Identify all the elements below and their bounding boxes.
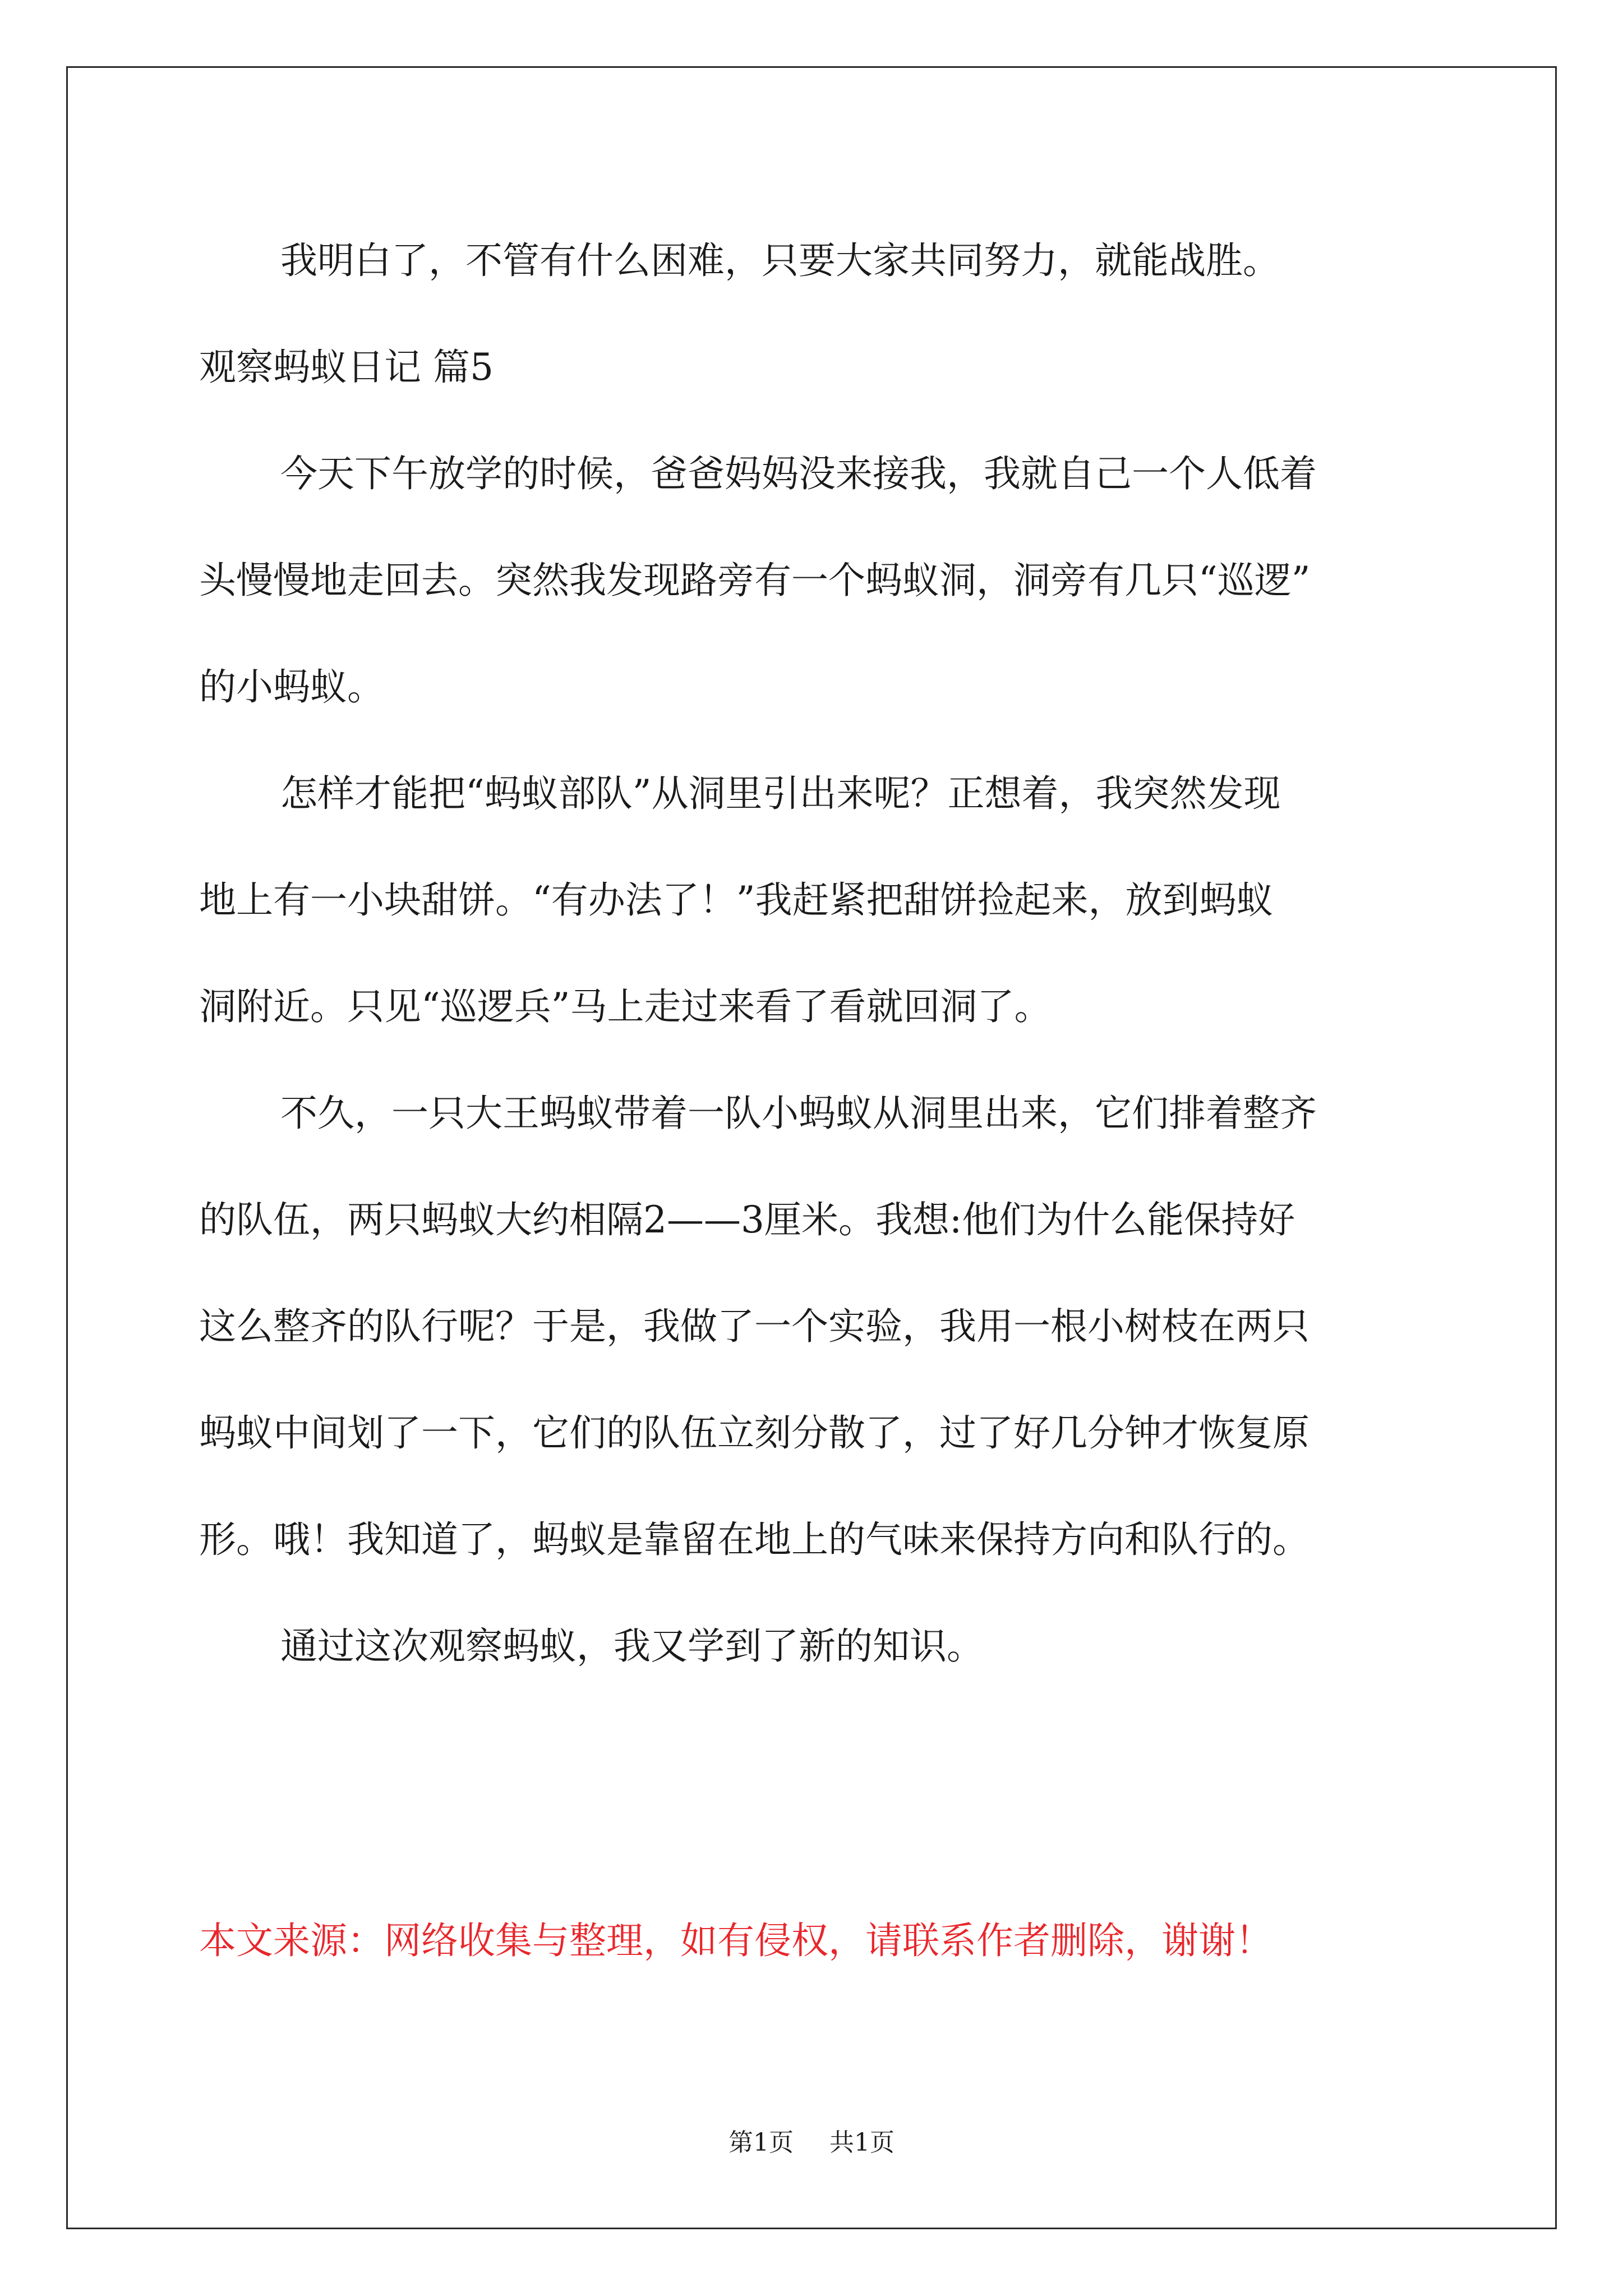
paragraph-line: 通过这次观察蚂蚁，我又学到了新的知识。 [280,1625,984,1668]
paragraph-line: 的小蚂蚁。 [199,665,384,708]
paragraph-line: 不久，一只大王蚂蚁带着一队小蚂蚁从洞里出来，它们排着整齐 [280,1092,1317,1135]
source-disclaimer: 本文来源：网络收集与整理，如有侵权，请联系作者删除，谢谢！ [199,1919,1272,1962]
paragraph-line: 这么整齐的队行呢？于是，我做了一个实验，我用一根小树枝在两只 [199,1305,1310,1348]
paragraph-line: 我明白了，不管有什么困难，只要大家共同努力，就能战胜。 [280,239,1280,282]
section-heading: 观察蚂蚁日记 篇5 [199,346,494,389]
document-body [199,208,1433,1700]
paragraph-line: 地上有一小块甜饼。“有办法了！”我赶紧把甜饼捡起来，放到蚂蚁 [199,878,1274,922]
paragraph-line: 今天下午放学的时候，爸爸妈妈没来接我，我就自己一个人低着 [280,452,1317,495]
page-footer [0,2126,1623,2160]
paragraph-line: 的队伍，两只蚂蚁大约相隔2——3厘米。我想:他们为什么能保持好 [199,1198,1295,1241]
page-total: 共1页 [829,2128,895,2157]
page-number: 第1页 [728,2128,794,2157]
paragraph-line: 头慢慢地走回去。突然我发现路旁有一个蚂蚁洞，洞旁有几只“巡逻” [199,559,1311,602]
paragraph-line: 洞附近。只见“巡逻兵”马上走过来看了看就回洞了。 [199,985,1052,1028]
paragraph-line: 怎样才能把“蚂蚁部队”从洞里引出来呢？正想着，我突然发现 [280,772,1281,815]
paragraph-line: 蚂蚁中间划了一下，它们的队伍立刻分散了，过了好几分钟才恢复原 [199,1411,1310,1455]
paragraph-line: 形。哦！我知道了，蚂蚁是靠留在地上的气味来保持方向和队行的。 [199,1518,1310,1561]
